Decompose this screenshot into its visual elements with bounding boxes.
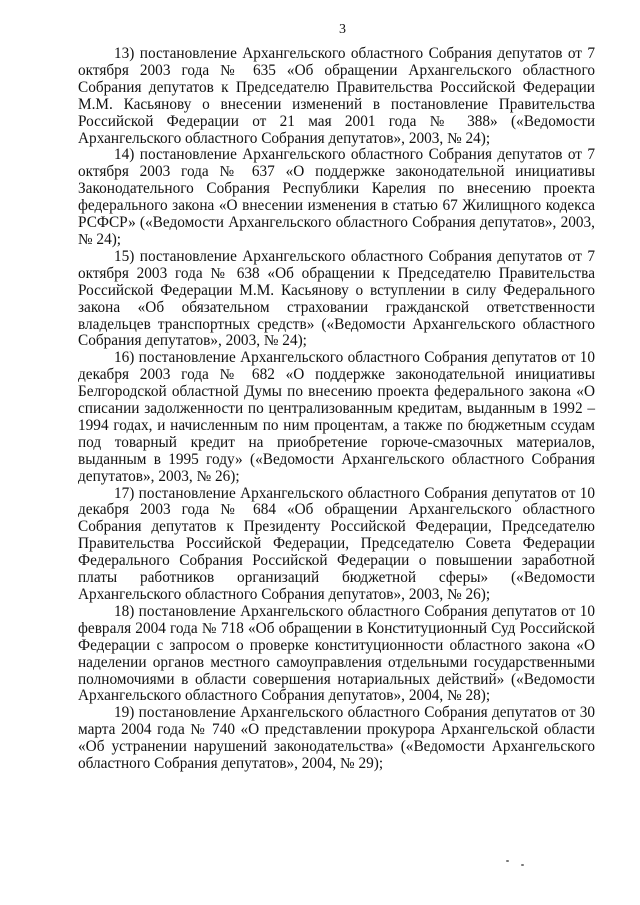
list-item-19: 19) постановление Архангельского областного Собрания депутатов от 30 марта 2004 года № 740 «О представлении прокурора Архангельской области «Об устранении нарушений законодательства» («Ведомости Архангельского областного Собрания депутатов», 2004, № 29);	[78, 704, 595, 773]
list-item-17: 17) постановление Архангельского областного Собрания депутатов от 10 декабря 2003 года № 684 «Об обращении Архангельского областного Собрания депутатов к Президенту Российской Федерации, Председателю Правительства Российской Федерации, Председателю Совета Федерации Федерального Собрания Российской Федерации о повышении заработной платы работников организаций бюджетной сферы» («Ведомости Архангельского областного Собрания депутатов», 2003, № 26);	[78, 484, 595, 603]
list-item-18: 18) постановление Архангельского областного Собрания депутатов от 10 февраля 2004 года № 718 «Об обращении в Конституционный Суд Российской Федерации с запросом о проверке конституционности областного закона «О наделении органов местного самоуправления отдельными государственными полномочиями в области совершения нотариальных действий» («Ведомости Архангельского областного Собрания депутатов», 2004, № 28);	[78, 602, 595, 705]
list-item-13: 13) постановление Архангельского областного Собрания депутатов от 7 октября 2003 года № 635 «Об обращении Архангельского областного Собрания депутатов к Председателю Правительства Российской Федерации М.М. Касьянову о внесении изменений в постановление Правительства Российской Федерации от 21 мая 2001 года № 388» («Ведомости Архангельского областного Собрания депутатов», 2003, № 24);	[78, 45, 595, 147]
scan-speck	[506, 860, 509, 862]
list-item-15: 15) постановление Архангельского областного Собрания депутатов от 7 октября 2003 года № 638 «Об обращении к Председателю Правительства Российской Федерации М.М. Касьянову о вступлении в силу Федерального закона «Об обязательном страховании гражданской ответственности владельцев транспортных средств» («Ведомости Архангельского областного Собрания депутатов», 2003, № 24);	[78, 247, 595, 350]
scan-speck	[521, 864, 524, 866]
list-item-16: 16) постановление Архангельского областного Собрания депутатов от 10 декабря 2003 года № 682 «О поддержке законодательной инициативы Белгородской областной Думы по внесению проекта федерального закона «О списании задолженности по централизованным кредитам, выданным в 1992 – 1994 годах, и начисленным по ним процентам, а также по бюджетным ссудам под товарный кредит на приобретение горюче-смазочных материалов, выданным в 1995 году» («Ведомости Архангельского областного Собрания депутатов», 2003, № 26);	[78, 349, 595, 485]
list-item-14: 14) постановление Архангельского областного Собрания депутатов от 7 октября 2003 года № 637 «О поддержке законодательной инициативы Законодательного Собрания Республики Карелия по внесению проекта федерального закона «О внесении изменения в статью 67 Жилищного кодекса РСФСР» («Ведомости Архангельского областного Собрания депутатов», 2003, № 24);	[78, 146, 595, 248]
page-number: 3	[339, 22, 346, 37]
